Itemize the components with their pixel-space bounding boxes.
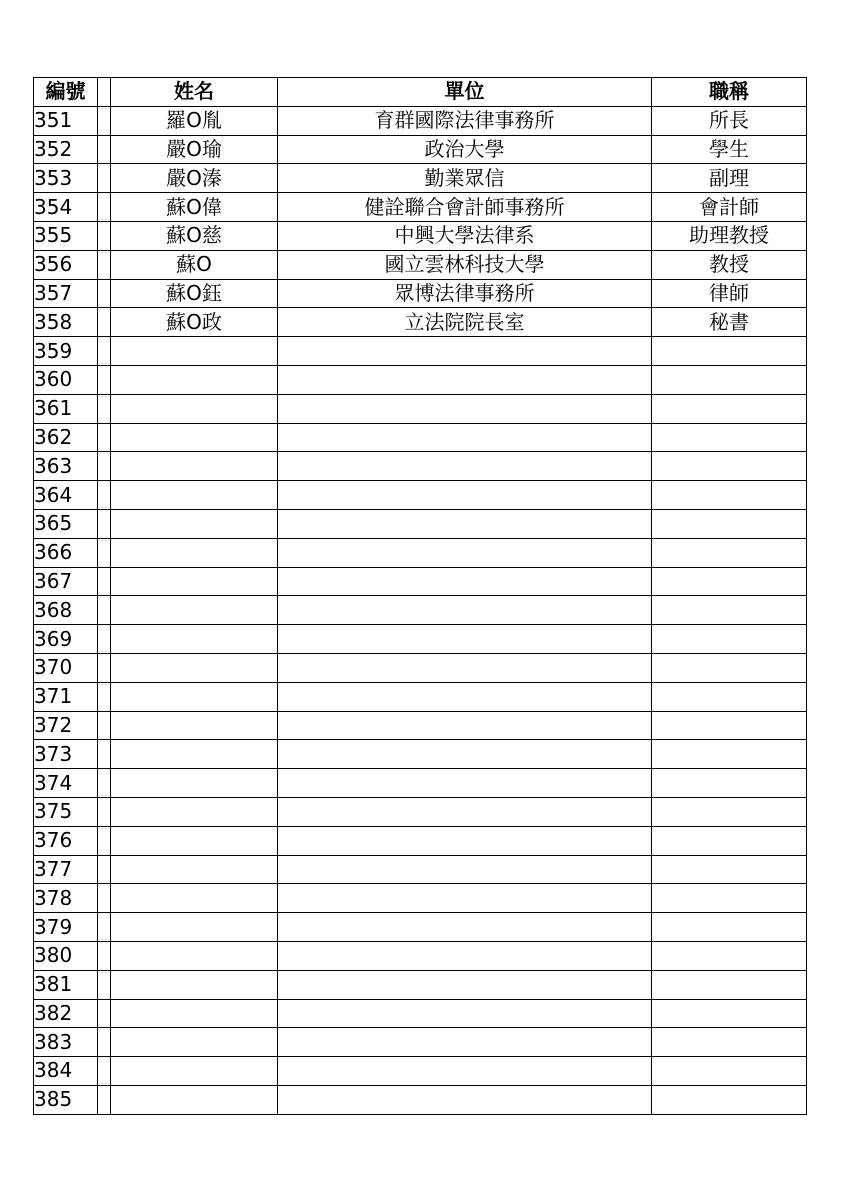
row-number: 374 — [34, 769, 98, 798]
row-name — [111, 567, 278, 596]
row-number: 363 — [34, 452, 98, 481]
row-name — [111, 884, 278, 913]
header-title: 職稱 — [652, 78, 807, 107]
row-number: 357 — [34, 279, 98, 308]
row-number: 359 — [34, 337, 98, 366]
row-title — [652, 538, 807, 567]
row-number: 372 — [34, 711, 98, 740]
row-title — [652, 1057, 807, 1086]
row-number: 362 — [34, 423, 98, 452]
header-spacer — [98, 78, 111, 107]
row-number: 370 — [34, 653, 98, 682]
table-row — [34, 740, 807, 769]
row-unit — [278, 941, 652, 970]
row-number: 358 — [34, 308, 98, 337]
table-row — [34, 999, 807, 1028]
table-row — [34, 913, 807, 942]
row-spacer — [98, 394, 111, 423]
row-spacer — [98, 279, 111, 308]
row-name — [111, 913, 278, 942]
table-row — [34, 106, 807, 135]
row-unit — [278, 999, 652, 1028]
row-unit: 勤業眾信 — [278, 164, 652, 193]
row-spacer — [98, 193, 111, 222]
table-row — [34, 941, 807, 970]
row-spacer — [98, 797, 111, 826]
row-spacer — [98, 826, 111, 855]
row-unit — [278, 1057, 652, 1086]
table-row — [34, 423, 807, 452]
row-spacer — [98, 567, 111, 596]
row-title: 教授 — [652, 250, 807, 279]
row-title — [652, 423, 807, 452]
row-name — [111, 941, 278, 970]
row-spacer — [98, 1028, 111, 1057]
row-unit — [278, 365, 652, 394]
row-name: 蘇O鈺 — [111, 279, 278, 308]
row-number: 365 — [34, 509, 98, 538]
row-title: 助理教授 — [652, 221, 807, 250]
row-title — [652, 826, 807, 855]
header-name: 姓名 — [111, 78, 278, 107]
row-name — [111, 509, 278, 538]
row-name: 蘇O偉 — [111, 193, 278, 222]
row-name — [111, 682, 278, 711]
row-spacer — [98, 308, 111, 337]
table-row — [34, 596, 807, 625]
row-name — [111, 365, 278, 394]
row-spacer — [98, 769, 111, 798]
row-spacer — [98, 221, 111, 250]
row-spacer — [98, 682, 111, 711]
row-title — [652, 682, 807, 711]
row-spacer — [98, 509, 111, 538]
row-number: 367 — [34, 567, 98, 596]
table-row — [34, 1085, 807, 1114]
row-number: 356 — [34, 250, 98, 279]
row-spacer — [98, 884, 111, 913]
row-name — [111, 711, 278, 740]
row-unit — [278, 913, 652, 942]
row-unit: 眾博法律事務所 — [278, 279, 652, 308]
row-name — [111, 596, 278, 625]
row-title — [652, 999, 807, 1028]
row-number: 355 — [34, 221, 98, 250]
row-name — [111, 1028, 278, 1057]
row-title — [652, 596, 807, 625]
table-row — [34, 797, 807, 826]
row-title — [652, 365, 807, 394]
row-spacer — [98, 481, 111, 510]
row-number: 360 — [34, 365, 98, 394]
row-name — [111, 970, 278, 999]
row-number: 376 — [34, 826, 98, 855]
row-name: 蘇O政 — [111, 308, 278, 337]
row-unit — [278, 509, 652, 538]
row-number: 368 — [34, 596, 98, 625]
row-title — [652, 970, 807, 999]
row-title — [652, 769, 807, 798]
row-name — [111, 481, 278, 510]
row-spacer — [98, 164, 111, 193]
table-row — [34, 970, 807, 999]
row-number: 361 — [34, 394, 98, 423]
row-title: 秘書 — [652, 308, 807, 337]
table-row — [34, 538, 807, 567]
row-title — [652, 452, 807, 481]
table-row — [34, 653, 807, 682]
row-title: 會計師 — [652, 193, 807, 222]
row-spacer — [98, 106, 111, 135]
row-unit — [278, 481, 652, 510]
row-title — [652, 941, 807, 970]
row-number: 377 — [34, 855, 98, 884]
row-number: 384 — [34, 1057, 98, 1086]
row-number: 379 — [34, 913, 98, 942]
row-name — [111, 538, 278, 567]
row-unit — [278, 855, 652, 884]
row-number: 369 — [34, 625, 98, 654]
table-row — [34, 337, 807, 366]
header-unit: 單位 — [278, 78, 652, 107]
row-spacer — [98, 1085, 111, 1114]
table-row — [34, 250, 807, 279]
row-title — [652, 711, 807, 740]
row-spacer — [98, 337, 111, 366]
row-name: 蘇O慈 — [111, 221, 278, 250]
row-number: 371 — [34, 682, 98, 711]
row-spacer — [98, 740, 111, 769]
table-row — [34, 1028, 807, 1057]
table-row — [34, 221, 807, 250]
row-spacer — [98, 625, 111, 654]
row-name — [111, 625, 278, 654]
row-title — [652, 740, 807, 769]
row-number: 382 — [34, 999, 98, 1028]
row-unit: 國立雲林科技大學 — [278, 250, 652, 279]
row-unit — [278, 826, 652, 855]
header-number: 編號 — [34, 78, 98, 107]
row-title — [652, 481, 807, 510]
table-row — [34, 394, 807, 423]
row-number: 383 — [34, 1028, 98, 1057]
row-spacer — [98, 1057, 111, 1086]
row-unit: 健詮聯合會計師事務所 — [278, 193, 652, 222]
row-unit — [278, 653, 652, 682]
table-row — [34, 135, 807, 164]
row-name — [111, 337, 278, 366]
row-title — [652, 653, 807, 682]
row-number: 373 — [34, 740, 98, 769]
row-number: 366 — [34, 538, 98, 567]
row-title — [652, 394, 807, 423]
row-title: 學生 — [652, 135, 807, 164]
table-row — [34, 509, 807, 538]
row-unit — [278, 394, 652, 423]
row-unit — [278, 769, 652, 798]
row-unit — [278, 452, 652, 481]
row-number: 381 — [34, 970, 98, 999]
row-title — [652, 567, 807, 596]
row-title — [652, 884, 807, 913]
row-unit — [278, 596, 652, 625]
row-spacer — [98, 970, 111, 999]
table-row — [34, 826, 807, 855]
row-name — [111, 855, 278, 884]
row-name — [111, 826, 278, 855]
row-number: 378 — [34, 884, 98, 913]
row-spacer — [98, 596, 111, 625]
row-spacer — [98, 250, 111, 279]
row-title — [652, 337, 807, 366]
row-title — [652, 1028, 807, 1057]
row-spacer — [98, 653, 111, 682]
table-row — [34, 365, 807, 394]
row-name — [111, 1057, 278, 1086]
table-row — [34, 279, 807, 308]
row-unit — [278, 423, 652, 452]
row-name: 嚴O溱 — [111, 164, 278, 193]
row-spacer — [98, 999, 111, 1028]
table-row — [34, 193, 807, 222]
row-spacer — [98, 711, 111, 740]
row-number: 385 — [34, 1085, 98, 1114]
row-name — [111, 653, 278, 682]
row-title: 副理 — [652, 164, 807, 193]
row-unit — [278, 711, 652, 740]
row-unit: 立法院院長室 — [278, 308, 652, 337]
table-row — [34, 481, 807, 510]
row-number: 352 — [34, 135, 98, 164]
row-unit: 中興大學法律系 — [278, 221, 652, 250]
row-title — [652, 913, 807, 942]
row-unit: 育群國際法律事務所 — [278, 106, 652, 135]
row-title — [652, 625, 807, 654]
row-unit — [278, 567, 652, 596]
header-row — [34, 78, 807, 107]
row-number: 353 — [34, 164, 98, 193]
table-row — [34, 625, 807, 654]
row-name — [111, 452, 278, 481]
row-name — [111, 740, 278, 769]
row-unit — [278, 797, 652, 826]
row-name — [111, 769, 278, 798]
row-unit — [278, 625, 652, 654]
row-title — [652, 797, 807, 826]
row-spacer — [98, 135, 111, 164]
row-title: 所長 — [652, 106, 807, 135]
row-unit — [278, 1028, 652, 1057]
row-number: 375 — [34, 797, 98, 826]
row-unit — [278, 740, 652, 769]
row-number: 380 — [34, 941, 98, 970]
table-row — [34, 567, 807, 596]
row-title: 律師 — [652, 279, 807, 308]
table-row — [34, 1057, 807, 1086]
table-row — [34, 452, 807, 481]
row-name — [111, 423, 278, 452]
row-spacer — [98, 855, 111, 884]
row-spacer — [98, 365, 111, 394]
table-row — [34, 308, 807, 337]
row-number: 354 — [34, 193, 98, 222]
row-title — [652, 855, 807, 884]
table-row — [34, 855, 807, 884]
row-unit — [278, 337, 652, 366]
row-title — [652, 1085, 807, 1114]
row-unit — [278, 1085, 652, 1114]
roster-table — [33, 77, 807, 1115]
roster-body — [34, 106, 807, 1114]
row-title — [652, 509, 807, 538]
row-spacer — [98, 941, 111, 970]
row-unit — [278, 538, 652, 567]
row-name: 羅O胤 — [111, 106, 278, 135]
row-name: 嚴O瑜 — [111, 135, 278, 164]
row-unit — [278, 970, 652, 999]
row-unit: 政治大學 — [278, 135, 652, 164]
table-row — [34, 164, 807, 193]
table-row — [34, 769, 807, 798]
table-row — [34, 884, 807, 913]
row-spacer — [98, 538, 111, 567]
table-row — [34, 711, 807, 740]
row-name — [111, 999, 278, 1028]
row-name — [111, 1085, 278, 1114]
row-name — [111, 394, 278, 423]
table-row — [34, 682, 807, 711]
row-number: 364 — [34, 481, 98, 510]
row-name: 蘇O — [111, 250, 278, 279]
row-spacer — [98, 913, 111, 942]
row-number: 351 — [34, 106, 98, 135]
row-spacer — [98, 452, 111, 481]
row-unit — [278, 682, 652, 711]
row-unit — [278, 884, 652, 913]
row-name — [111, 797, 278, 826]
row-spacer — [98, 423, 111, 452]
